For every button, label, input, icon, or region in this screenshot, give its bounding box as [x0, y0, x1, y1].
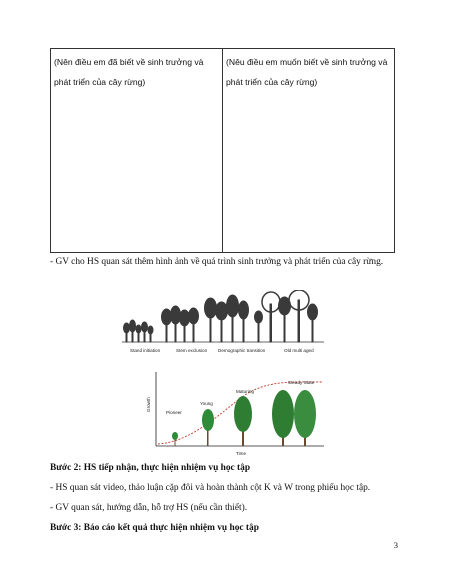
curve-label: Pioneer [166, 410, 182, 415]
stage-label: Demographic transition [218, 348, 266, 353]
x-axis-label: Time [236, 451, 247, 456]
step3-heading: Bước 3: Báo cáo kết quả thực hiện nhiệm vụ học tập [50, 523, 259, 533]
step2-line1: - HS quan sát video, thảo luận cặp đôi và hoàn thành cột K và W trong phiếu học tập. [50, 483, 371, 493]
tree-growth-icon [172, 390, 316, 446]
curve-label: Maturing [236, 389, 254, 394]
kw-cell-known: (Nên điều em đã biết về sinh trưởng và phát triển của cây rừng) [51, 49, 223, 252]
step2-heading: Bước 2: HS tiếp nhận, thực hiện nhiệm vụ học tập [50, 463, 251, 473]
step2-line2: - GV quan sát, hướng dẫn, hỗ trợ HS (nếu cần thiết). [50, 503, 248, 513]
stage-label: Old multi aged [284, 348, 314, 353]
y-axis-label: Growth [146, 397, 151, 412]
stage-label: Stand initiation [130, 348, 161, 353]
kw-cell-want: (Nêu điều em muốn biết về sinh trưởng và phát triển của cây rừng) [226, 57, 388, 87]
intro-paragraph: - GV cho HS quan sát thêm hình ảnh về quá trình sinh trưởng và phát triển của cây rừng. [50, 257, 384, 267]
tree-silhouettes-icon [124, 290, 318, 342]
curve-label: Steady State [288, 380, 315, 385]
kw-table [50, 48, 395, 253]
page-number: 3 [393, 540, 398, 550]
forest-growth-figure [118, 290, 328, 462]
curve-label: Young [200, 401, 213, 406]
stage-label: Stem exclusion [176, 348, 208, 353]
